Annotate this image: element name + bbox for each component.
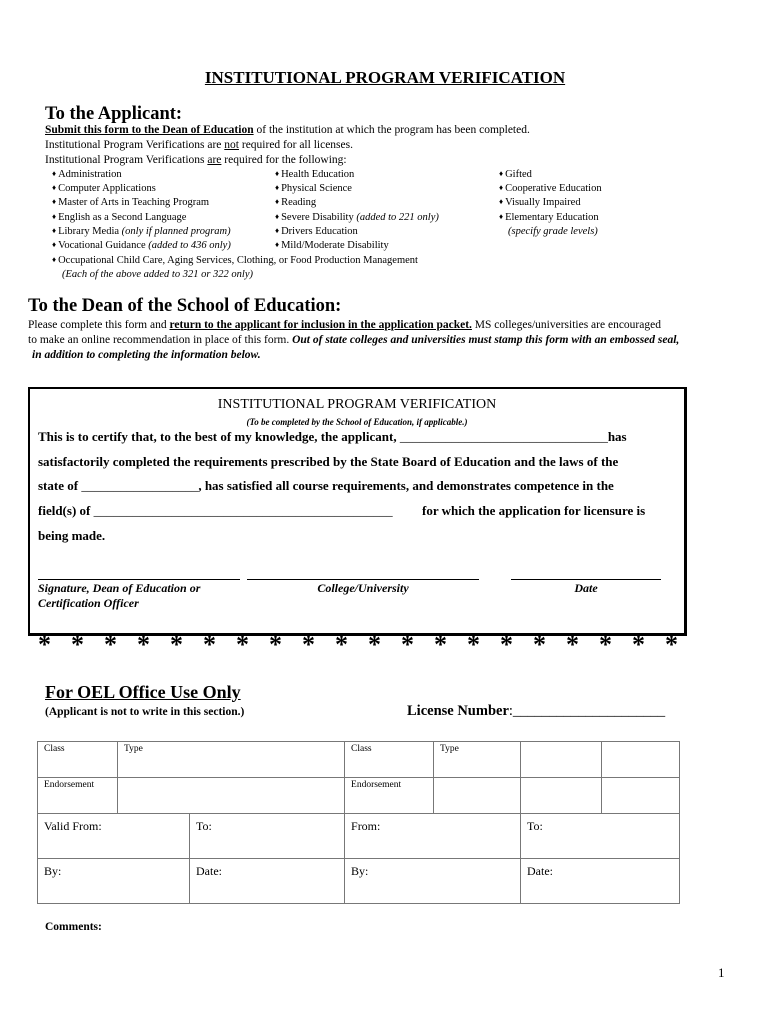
state-blank[interactable]: __________________: [81, 478, 199, 493]
type-label: Type: [124, 744, 143, 754]
applicant-line-3-b: required for the following:: [221, 154, 347, 166]
program-note: (added to 436 only): [148, 240, 231, 251]
class-label: Class: [351, 744, 372, 754]
from-label: From:: [351, 819, 381, 833]
by-label: By:: [44, 864, 62, 878]
applicant-line-1: [45, 124, 530, 136]
verification-box: [28, 387, 687, 636]
dean-line-1: [28, 319, 661, 331]
dean-line-3-text: in addition to completing the information below.: [32, 349, 261, 361]
signature-label: Signature, Dean of Education or: [38, 581, 201, 595]
applicant-line-3: [45, 154, 347, 166]
by-cell[interactable]: [38, 859, 190, 904]
grid-cell[interactable]: [602, 778, 680, 814]
date-label: Date:: [527, 864, 554, 878]
dean-line-2: [28, 334, 679, 346]
dean-heading: To the Dean of the School of Education:: [28, 296, 342, 316]
program-item: [52, 226, 231, 237]
applicant-line-2: [45, 139, 353, 151]
by-label: By:: [351, 864, 369, 878]
endorsement-cell-2[interactable]: [345, 778, 434, 814]
program-item: [52, 169, 122, 180]
license-number: [407, 703, 665, 720]
program-item: [275, 197, 316, 208]
dean-line-2-a: to make an online recommendation in place of this form.: [28, 334, 293, 346]
program-label: Mild/Moderate Disability: [281, 240, 389, 251]
program-item: [499, 212, 599, 223]
verification-subtitle: (To be completed by the School of Education, if applicable.): [246, 417, 468, 427]
program-note: (only if planned program): [121, 226, 231, 237]
grid-cell[interactable]: [521, 742, 602, 778]
program-label: Library Media: [58, 226, 122, 237]
program-label: Occupational Child Care, Aging Services, Clothing, or Food Production Management: [58, 255, 418, 266]
to-label: To:: [196, 819, 212, 833]
program-label: Computer Applications: [58, 183, 156, 194]
applicant-line-2-u: not: [224, 139, 239, 151]
program-label: Reading: [281, 197, 317, 208]
document-title: INSTITUTIONAL PROGRAM VERIFICATION: [204, 68, 566, 87]
program-label: Severe Disability: [281, 212, 357, 223]
verification-title: INSTITUTIONAL PROGRAM VERIFICATION: [217, 397, 497, 412]
type-label: Type: [440, 744, 459, 754]
college-label: College/University: [317, 581, 409, 595]
to-cell-2[interactable]: [521, 814, 680, 859]
cert-line-2: satisfactorily completed the requirements prescribed by the State Board of Education and the laws of the: [38, 454, 619, 469]
applicant-line-1-strong: Submit this form to the Dean of Education: [45, 124, 254, 136]
program-item: [499, 183, 602, 194]
program-label: Administration: [58, 169, 122, 180]
class-cell-2[interactable]: [345, 742, 434, 778]
cert-line-3: [38, 478, 614, 494]
from-cell[interactable]: [345, 814, 521, 859]
program-label: Vocational Guidance: [58, 240, 149, 251]
program-label: Drivers Education: [281, 226, 358, 237]
signature-label-2: Certification Officer: [38, 596, 139, 610]
grid-cell[interactable]: [521, 778, 602, 814]
star-separator: * * * * * * * * * * * * * * * * * * * *: [38, 630, 678, 659]
program-item: [275, 183, 352, 194]
cert-line-1-a: This is to certify that, to the best of my knowledge, the applicant,: [38, 429, 400, 444]
program-label: Cooperative Education: [505, 183, 602, 194]
program-note: [62, 269, 253, 280]
applicant-line-3-u: are: [207, 154, 222, 166]
applicant-name-blank[interactable]: ________________________________: [399, 429, 608, 444]
cert-line-1: [38, 429, 627, 445]
applicant-heading: To the Applicant:: [45, 104, 183, 124]
program-item: [275, 169, 354, 180]
program-label: Master of Arts in Teaching Program: [58, 197, 210, 208]
cert-line-5: being made.: [38, 528, 106, 543]
program-label: Gifted: [505, 169, 532, 180]
class-label: Class: [44, 744, 65, 754]
program-item: [275, 226, 358, 237]
fields-blank[interactable]: ______________________________________________: [93, 503, 393, 518]
to-label: To:: [527, 819, 543, 833]
office-heading: For OEL Office Use Only: [45, 682, 241, 702]
program-item: [52, 197, 209, 208]
type-cell[interactable]: [118, 742, 345, 778]
cert-line-3-b: , has satisfied all course requirements, and demonstrates competence in the: [198, 478, 614, 493]
page-number: 1: [718, 965, 725, 980]
office-note: (Applicant is not to write in this section.): [45, 706, 245, 718]
license-number-blank[interactable]: :_____________________: [508, 703, 666, 719]
date-cell[interactable]: [190, 859, 345, 904]
program-item: [499, 169, 532, 180]
dean-line-1-b: MS colleges/universities are encouraged: [471, 319, 661, 331]
program-item: [499, 197, 581, 208]
program-note-text: (Each of the above added to 321 or 322 only): [62, 269, 253, 280]
applicant-line-1-rest: of the institution at which the program has been completed.: [253, 124, 530, 136]
type-cell-2[interactable]: [434, 742, 521, 778]
comments-label: Comments:: [45, 921, 102, 933]
dean-line-1-u: return to the applicant for inclusion in the application packet.: [169, 319, 472, 331]
program-label: Elementary Education: [505, 212, 599, 223]
program-note-text: (specify grade levels): [508, 226, 598, 237]
by-cell-2[interactable]: [345, 859, 521, 904]
program-label: English as a Second Language: [58, 212, 187, 223]
date-label: Date:: [196, 864, 222, 878]
program-label: Health Education: [281, 169, 355, 180]
license-label: License Number: [407, 703, 509, 719]
cert-line-4-a: field(s) of: [38, 503, 94, 518]
cert-line-4-tail: for which the application for licensure is: [422, 503, 646, 518]
signature-line[interactable]: [38, 579, 240, 580]
office-grid: [37, 741, 680, 904]
dean-line-1-a: Please complete this form and: [28, 319, 170, 331]
class-cell[interactable]: [38, 742, 118, 778]
college-line[interactable]: [247, 579, 479, 580]
valid-from-label: Valid From:: [44, 819, 102, 833]
applicant-line-2-b: required for all licenses.: [238, 139, 353, 151]
grid-cell[interactable]: [118, 778, 345, 814]
program-item: [275, 240, 389, 251]
program-label: Visually Impaired: [505, 197, 581, 208]
cert-line-3-a: state of: [38, 478, 82, 493]
date-label: Date: [574, 581, 598, 595]
program-item: [52, 255, 418, 266]
program-note: (added to 221 only): [356, 212, 439, 223]
program-item: [275, 212, 439, 223]
program-note: [508, 226, 598, 237]
cert-line-1-b: has: [607, 429, 627, 444]
grid-cell[interactable]: [602, 742, 680, 778]
dean-line-3: [32, 349, 261, 361]
program-item: [52, 212, 186, 223]
endorsement-label: Endorsement: [44, 780, 95, 790]
cert-line-4: [38, 503, 393, 519]
to-cell[interactable]: [190, 814, 345, 859]
applicant-line-2-a: Institutional Program Verifications are: [45, 139, 225, 151]
program-item: [52, 183, 156, 194]
program-item: [52, 240, 231, 251]
date-cell-2[interactable]: [521, 859, 680, 904]
valid-from-cell[interactable]: [38, 814, 190, 859]
grid-cell[interactable]: [434, 778, 521, 814]
applicant-line-3-a: Institutional Program Verifications: [45, 154, 208, 166]
program-label: Physical Science: [281, 183, 352, 194]
dean-line-2-i: Out of state colleges and universities must stamp this form with an embossed seal,: [292, 334, 680, 346]
endorsement-cell[interactable]: [38, 778, 118, 814]
endorsement-label: Endorsement: [351, 780, 402, 790]
date-line[interactable]: [511, 579, 661, 580]
